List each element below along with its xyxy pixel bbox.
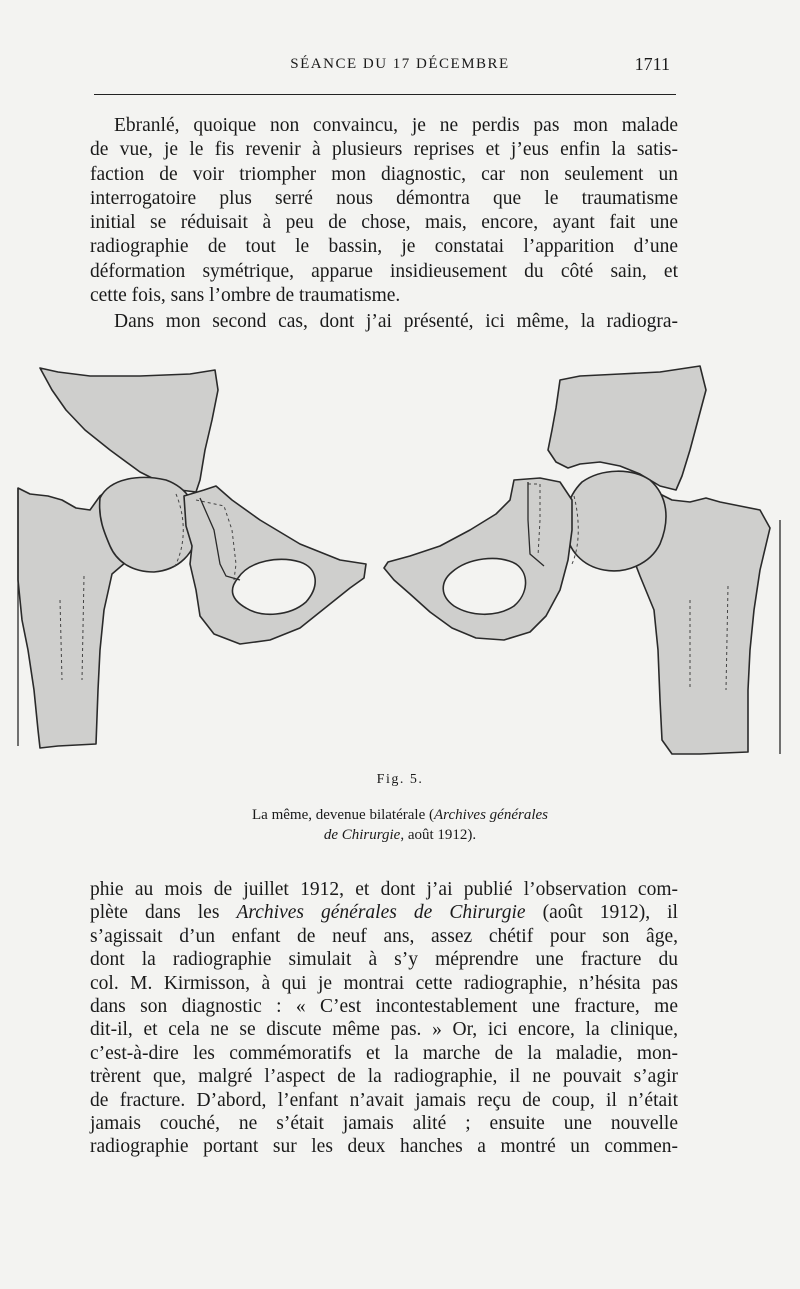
text-line	[90, 901, 678, 924]
running-head: SÉANCE DU 17 DÉCEMBRE	[290, 56, 510, 72]
caption-text: La même, devenue bilatérale (	[252, 807, 434, 823]
text-line: c’est-à-dire les commémoratifs et la marche de la maladie, mon-	[90, 1042, 678, 1064]
text-line: radiographie portant sur les deux hanches a montré un commen-	[90, 1136, 678, 1158]
text-line: dit-il, et cela ne se discute même pas. » Or, ici encore, la clinique,	[90, 1019, 678, 1041]
text-run: (août 1912), il	[525, 902, 678, 924]
text-run: plète dans les	[90, 902, 237, 924]
page-header	[0, 54, 800, 78]
right-obturator-ring	[384, 478, 572, 640]
text-line: dans son diagnostic : « C’est incontestablement une fracture, me	[90, 996, 678, 1018]
caption-date: , août 1912).	[400, 827, 477, 843]
figure-caption	[150, 805, 650, 845]
text-line: Dans mon second cas, dont j’ai présenté, ici même, la radiogra-	[114, 311, 678, 332]
caption-journal: Archives générales	[434, 807, 548, 823]
text-line: de vue, je le fis revenir à plusieurs reprises et j’eus enfin la satis-	[90, 139, 678, 161]
text-line: initial se réduisait à peu de chose, mais, encore, ayant fait une	[90, 212, 678, 234]
paragraph-3	[90, 878, 678, 1159]
text-line: de fracture. D’abord, l’enfant n’avait jamais reçu de coup, il n’était	[90, 1089, 678, 1111]
header-rule	[94, 94, 676, 95]
caption-line-2	[150, 825, 650, 845]
left-ilium	[40, 368, 218, 492]
figure-hip-radiograph-drawing	[0, 350, 800, 760]
paragraph-2	[90, 310, 678, 334]
figure-label: Fig. 5.	[376, 772, 424, 787]
hip-drawing-svg	[0, 350, 800, 760]
text-line: faction de voir triompher mon diagnostic, car non seulement un	[90, 163, 678, 185]
text-line: cette fois, sans l’ombre de traumatisme.	[90, 285, 401, 307]
page-number: 1711	[634, 54, 670, 74]
text-line: interrogatoire plus serré nous démontra que le traumatisme	[90, 187, 678, 209]
text-line: col. M. Kirmisson, à qui je montrai cette radiographie, n’hésita pas	[90, 972, 678, 994]
paragraph-1	[90, 114, 678, 308]
text-line: phie au mois de juillet 1912, et dont j’ai publié l’observation com-	[90, 879, 678, 900]
text-line: trèrent que, malgré l’aspect de la radiographie, il ne pouvait s’agir	[90, 1066, 678, 1088]
text-line: déformation symétrique, apparue insidieusement du côté sain, et	[90, 260, 678, 282]
caption-journal-cont: de Chirurgie	[323, 827, 401, 843]
text-line: jamais couché, ne s’était jamais alité ; ensuite une nouvelle	[90, 1113, 678, 1135]
caption-line-1	[150, 805, 650, 825]
text-line: s’agissait d’un enfant de neuf ans, assez chétif pour son âge,	[90, 925, 678, 947]
left-obturator-ring	[184, 486, 366, 644]
text-line: Ebranlé, quoique non convaincu, je ne perdis pas mon malade	[114, 115, 678, 136]
text-line: radiographie de tout le bassin, je constatai l’apparition d’une	[90, 236, 678, 258]
text-line: dont la radiographie simulait à s’y méprendre une fracture du	[90, 949, 678, 971]
journal-title: Archives générales de Chirurgie	[236, 902, 526, 924]
right-femoral-head	[566, 471, 666, 571]
